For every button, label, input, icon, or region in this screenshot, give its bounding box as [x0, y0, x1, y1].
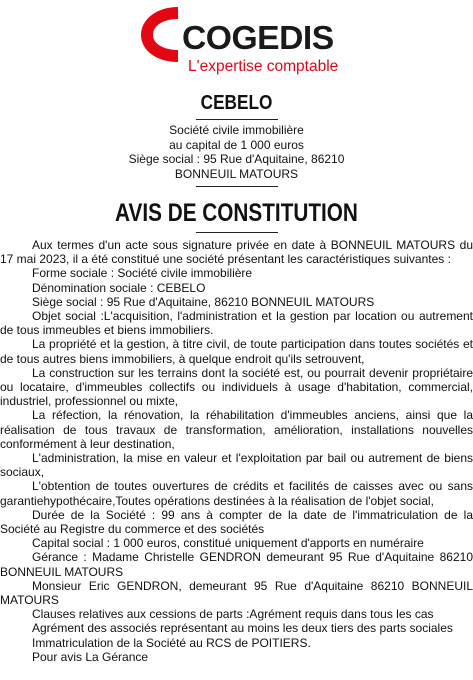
notice-paragraph: Dénomination sociale : CEBELO — [32, 280, 206, 295]
company-legal-info — [0, 123, 473, 181]
notice-paragraph: La réfection, la rénovation, la réhabilitation d'immeubles anciens, ainsi que la réalisation de tous travaux de transformation, amélioration, installations nouvelles conformément à leur destination, — [0, 408, 473, 451]
legal-line: Siège social : 95 Rue d'Aquitaine, 86210 — [128, 152, 345, 166]
notice-paragraph: Forme sociale : Société civile immobilière — [32, 266, 253, 281]
logo-wordmark: COGEDIS — [182, 19, 334, 56]
company-name: CEBELO — [200, 92, 273, 114]
divider — [196, 232, 278, 233]
notice-paragraph: Agrément des associés représentant au moins les deux tiers des parts sociales — [32, 621, 453, 636]
notice-paragraph: L'administration, la mise en valeur et l'exploitation par bail ou autrement de biens sociaux, — [0, 451, 473, 480]
notice-paragraph: Durée de la Société : 99 ans à compter de la date de l'immatriculation de la Société au Registre du commerce et des sociétés — [0, 507, 473, 537]
notice-paragraph: La propriété et la gestion, à titre civil, de toute participation dans toutes sociétés et de tous autres biens immobiliers, à quelque endroit qu'ils setrouvent, — [0, 337, 473, 366]
divider — [196, 186, 278, 187]
notice-body — [0, 238, 473, 664]
notice-paragraph: Monsieur Eric GENDRON, demeurant 95 Rue d'Aquitaine 86210 BONNEUIL MATOURS — [0, 578, 473, 608]
notice-paragraph: Objet social :L'acquisition, l'administration et la gestion par location ou autrement de tous immeubles et biens immobiliers. — [0, 309, 473, 338]
notice-paragraph: L'obtention de toutes ouvertures de crédits et facilités de caisses avec ou sans garantiehypothécaire,Toutes opérations destinées à la réalisation de l'objet social, — [0, 479, 473, 508]
divider — [196, 119, 278, 120]
notice-paragraph: Pour avis La Gérance — [32, 649, 149, 664]
notice-paragraph: Immatriculation de la Société au RCS de POITIERS. — [32, 635, 311, 650]
notice-paragraph: Aux termes d'un acte sous signature privée en date à BONNEUIL MATOURS du 17 mai 2023, il a été constitué une société présentant les caractéristiques suivantes : — [0, 238, 473, 267]
notice-paragraph: Clauses relatives aux cessions de parts :Agrément requis dans tous les cas — [32, 607, 434, 622]
notice-paragraph: Siège social : 95 Rue d'Aquitaine, 86210 BONNEUIL MATOURS — [32, 294, 375, 309]
notice-paragraph: Gérance : Madame Christelle GENDRON demeurant 95 Rue d'Aquitaine 86210 BONNEUIL MATOURS — [0, 550, 473, 579]
notice-paragraph: La construction sur les terrains dont la société est, ou pourrait devenir propriétaire ou locataire, d'immeubles collectifs ou individuels à usage d'habitation, commercial, industriel, professionnel ou mixte, — [0, 365, 473, 409]
legal-line: Société civile immobilière — [169, 123, 304, 137]
notice-paragraph: Capital social : 1 000 euros, constitué uniquement d'apports en numéraire — [32, 536, 424, 551]
legal-line: au capital de 1 000 euros — [169, 137, 304, 152]
notice-title: AVIS DE CONSTITUTION — [115, 199, 358, 227]
legal-line: BONNEUIL MATOURS — [174, 166, 299, 181]
logo-tagline: L'expertise comptable — [188, 58, 339, 75]
cogedis-logo — [138, 4, 338, 78]
cogedis-swoosh-icon — [138, 4, 184, 66]
